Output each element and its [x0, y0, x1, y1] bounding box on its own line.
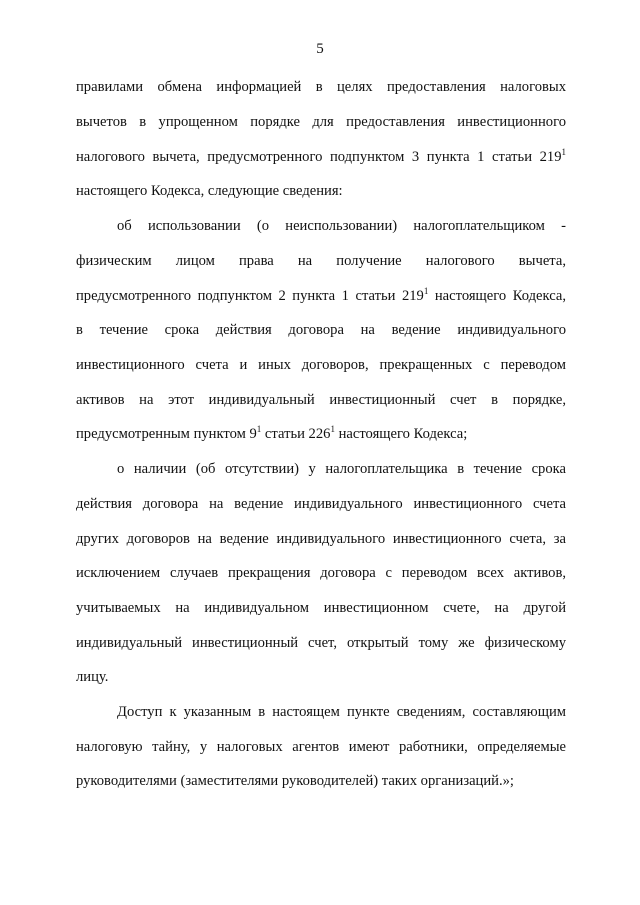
- page-number: 5: [316, 41, 324, 57]
- text-line: физическим лицом права на получение налогового вычета,: [76, 253, 566, 269]
- text-line: налоговую тайну, у налоговых агентов имеют работники, определяемые: [76, 739, 566, 755]
- text-line: о наличии (об отсутствии) у налогоплательщика в течение срока: [117, 461, 566, 477]
- text-line: руководителями (заместителями руководителей) таких организаций.»;: [76, 773, 514, 789]
- text-line: предусмотренным пунктом $9^1$ статьи $226^1$ настоящего Кодекса;: [76, 424, 468, 442]
- text-line: настоящего Кодекса, следующие сведения:: [76, 183, 343, 199]
- text-line: активов на этот индивидуальный инвестиционный счет в порядке,: [76, 392, 566, 408]
- text-line: в течение срока действия договора на ведение индивидуального: [76, 322, 566, 338]
- text-line: правилами обмена информацией в целях предоставления налоговых: [76, 79, 566, 95]
- text-line: об использовании (о неиспользовании) налогоплательщиком -: [117, 218, 566, 234]
- text-line: налогового вычета, предусмотренного подпунктом 3 пункта 1 статьи $219^1$: [76, 147, 566, 165]
- superscript: 1: [330, 424, 335, 434]
- superscript: 1: [561, 147, 566, 157]
- text-line: индивидуальный инвестиционный счет, открытый тому же физическому: [76, 635, 566, 651]
- text-line: Доступ к указанным в настоящем пункте сведениям, составляющим: [117, 704, 566, 720]
- text-line: действия договора на ведение индивидуального инвестиционного счета: [76, 496, 566, 512]
- superscript: 1: [256, 424, 262, 434]
- text-line: других договоров на ведение индивидуального инвестиционного счета, за: [76, 531, 566, 547]
- text-line: предусмотренного подпунктом 2 пункта 1 статьи $219^1$ настоящего Кодекса,: [76, 286, 566, 304]
- text-line: инвестиционного счета и иных договоров, прекращенных с переводом: [76, 357, 566, 373]
- superscript: 1: [423, 286, 429, 296]
- text-line: исключением случаев прекращения договора с переводом всех активов,: [76, 565, 566, 581]
- text-line: учитываемых на индивидуальном инвестиционном счете, на другой: [76, 600, 566, 616]
- text-line: вычетов в упрощенном порядке для предоставления инвестиционного: [76, 114, 566, 130]
- text-line: лицу.: [76, 669, 109, 685]
